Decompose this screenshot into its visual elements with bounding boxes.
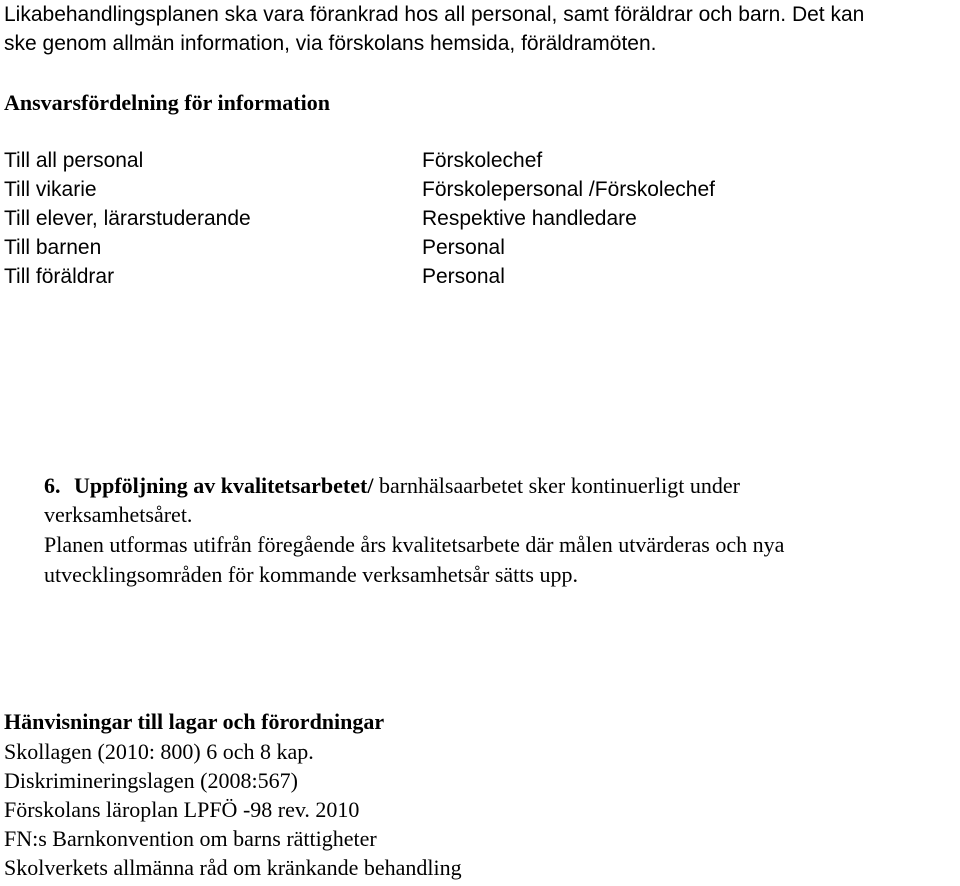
audience-cell: Till föräldrar [4, 265, 115, 288]
responsible-cell: Respektive handledare [422, 207, 637, 230]
reference-item: Skollagen (2010: 800) 6 och 8 kap. [4, 739, 314, 764]
references-heading: Hänvisningar till lagar och förordningar [4, 709, 385, 734]
intro-line-1: Likabehandlingsplanen ska vara förankrad hos all personal, samt föräldrar och barn. Det kan [4, 3, 865, 26]
audience-cell: Till barnen [4, 236, 102, 259]
reference-item: Förskolans läroplan LPFÖ -98 rev. 2010 [4, 797, 360, 822]
section-number: 6. [44, 473, 61, 498]
intro-line-2: ske genom allmän information, via förskolans hemsida, föräldramöten. [4, 32, 657, 55]
section-heading: Uppföljning av kvalitetsarbetet/ [74, 473, 374, 498]
responsible-cell: Personal [422, 265, 505, 288]
audience-cell: Till vikarie [4, 178, 97, 201]
reference-item: FN:s Barnkonvention om barns rättigheter [4, 826, 377, 851]
section-6-heading-line [44, 471, 740, 500]
reference-item: Skolverkets allmänna råd om kränkande behandling [4, 855, 462, 880]
responsible-cell: Förskolechef [422, 149, 543, 172]
responsible-cell: Förskolepersonal /Förskolechef [422, 178, 715, 201]
section-heading-rest: barnhälsaarbetet sker kontinuerligt under [373, 473, 740, 498]
reference-item: Diskrimineringslagen (2008:567) [4, 768, 298, 793]
section-6-line-4: utvecklingsområden för kommande verksamhetsår sätts upp. [44, 562, 578, 587]
audience-cell: Till all personal [4, 149, 144, 172]
section-6-line-2: verksamhetsåret. [44, 502, 193, 527]
section-6-line-3: Planen utformas utifrån föregående års kvalitetsarbete där målen utvärderas och nya [44, 532, 785, 557]
responsibility-heading: Ansvarsfördelning för information [4, 90, 330, 115]
responsible-cell: Personal [422, 236, 505, 259]
audience-cell: Till elever, lärarstuderande [4, 207, 251, 230]
